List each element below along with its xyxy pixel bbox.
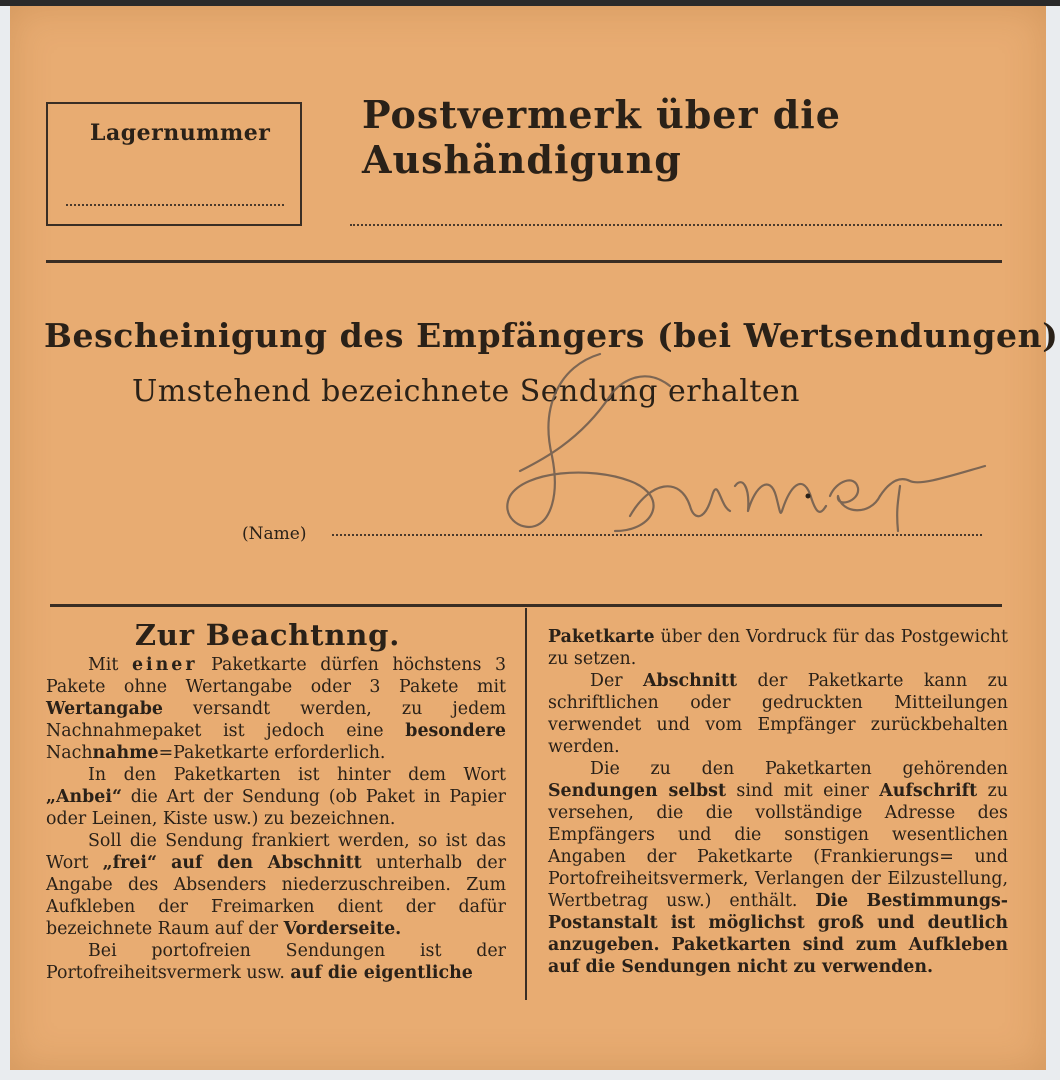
notes-right-column — [548, 626, 1008, 978]
column-divider — [525, 608, 527, 1000]
note-paragraph: In den Paketkarten ist hinter dem Wort „Anbei“ die Art der Sendung (ob Paket in Papier oder Leinen, Kiste usw.) zu bezeichnen. — [46, 765, 506, 829]
storage-number-box — [46, 102, 302, 226]
note-paragraph: Paketkarte über den Vordruck für das Postgewicht zu setzen. — [548, 627, 1008, 669]
recipient-certificate-heading: Bescheinigung des Empfängers (bei Wertsendungen) — [44, 316, 1059, 355]
section-divider-top — [46, 260, 1002, 263]
note-paragraph: Mit einer Paketkarte dürfen höchstens 3 Pakete ohne Wertangabe oder 3 Pakete mit Wertangabe versandt werden, zu jedem Nachnahmepaket ist jedoch eine besondere Nachnahme=Paketkarte erforderlich. — [46, 655, 507, 763]
note-paragraph: Der Abschnitt der Paketkarte kann zu schriftlichen oder gedruckten Mitteilungen verwendet und vom Empfänger zurückbehalten werden. — [548, 671, 1009, 757]
received-statement: Umstehend bezeichnete Sendung erhalten — [132, 374, 800, 409]
notes-title: Zur Beachtnng. — [134, 618, 401, 652]
parcel-card-back — [10, 6, 1059, 1070]
note-paragraph: Bei portofreien Sendungen ist der Portofreiheitsvermerk usw. auf die eigentliche — [46, 941, 506, 983]
section-divider-bottom — [50, 604, 1002, 607]
storage-number-line — [66, 204, 284, 206]
name-label: (Name) — [242, 524, 307, 544]
note-paragraph: Die zu den Paketkarten gehörenden Sendungen selbst sind mit einer Aufschrift zu versehen, die die vollständige Adresse des Empfängers und die sonstigen wesentlichen Angaben der Paketkarte (Frankierungs= und Portofreiheitsvermerk, Verlangen der Eilzustellung, Wertbetrag usw.) enthält. Die Bestimmungs-Postanstalt ist möglichst groß und deutlich anzugeben. Paketkarten sind zum Aufkleben auf die Sendungen nicht zu verwenden. — [548, 759, 1008, 977]
recipient-signature — [480, 346, 1000, 556]
storage-number-label: Lagernummer — [90, 120, 271, 146]
postal-note-title: Postvermerk über die Aushändigung — [362, 92, 841, 182]
postal-note-line — [350, 224, 1002, 226]
name-line — [332, 534, 982, 536]
note-paragraph: Soll die Sendung frankiert werden, so ist das Wort „frei“ auf den Abschnitt unterhalb der Angabe des Absenders niederzuschreiben. Zum Aufkleben der Freimarken dient der dafür bezeichnete Raum auf der Vorderseite. — [46, 831, 507, 939]
notes-left-column — [46, 654, 506, 984]
